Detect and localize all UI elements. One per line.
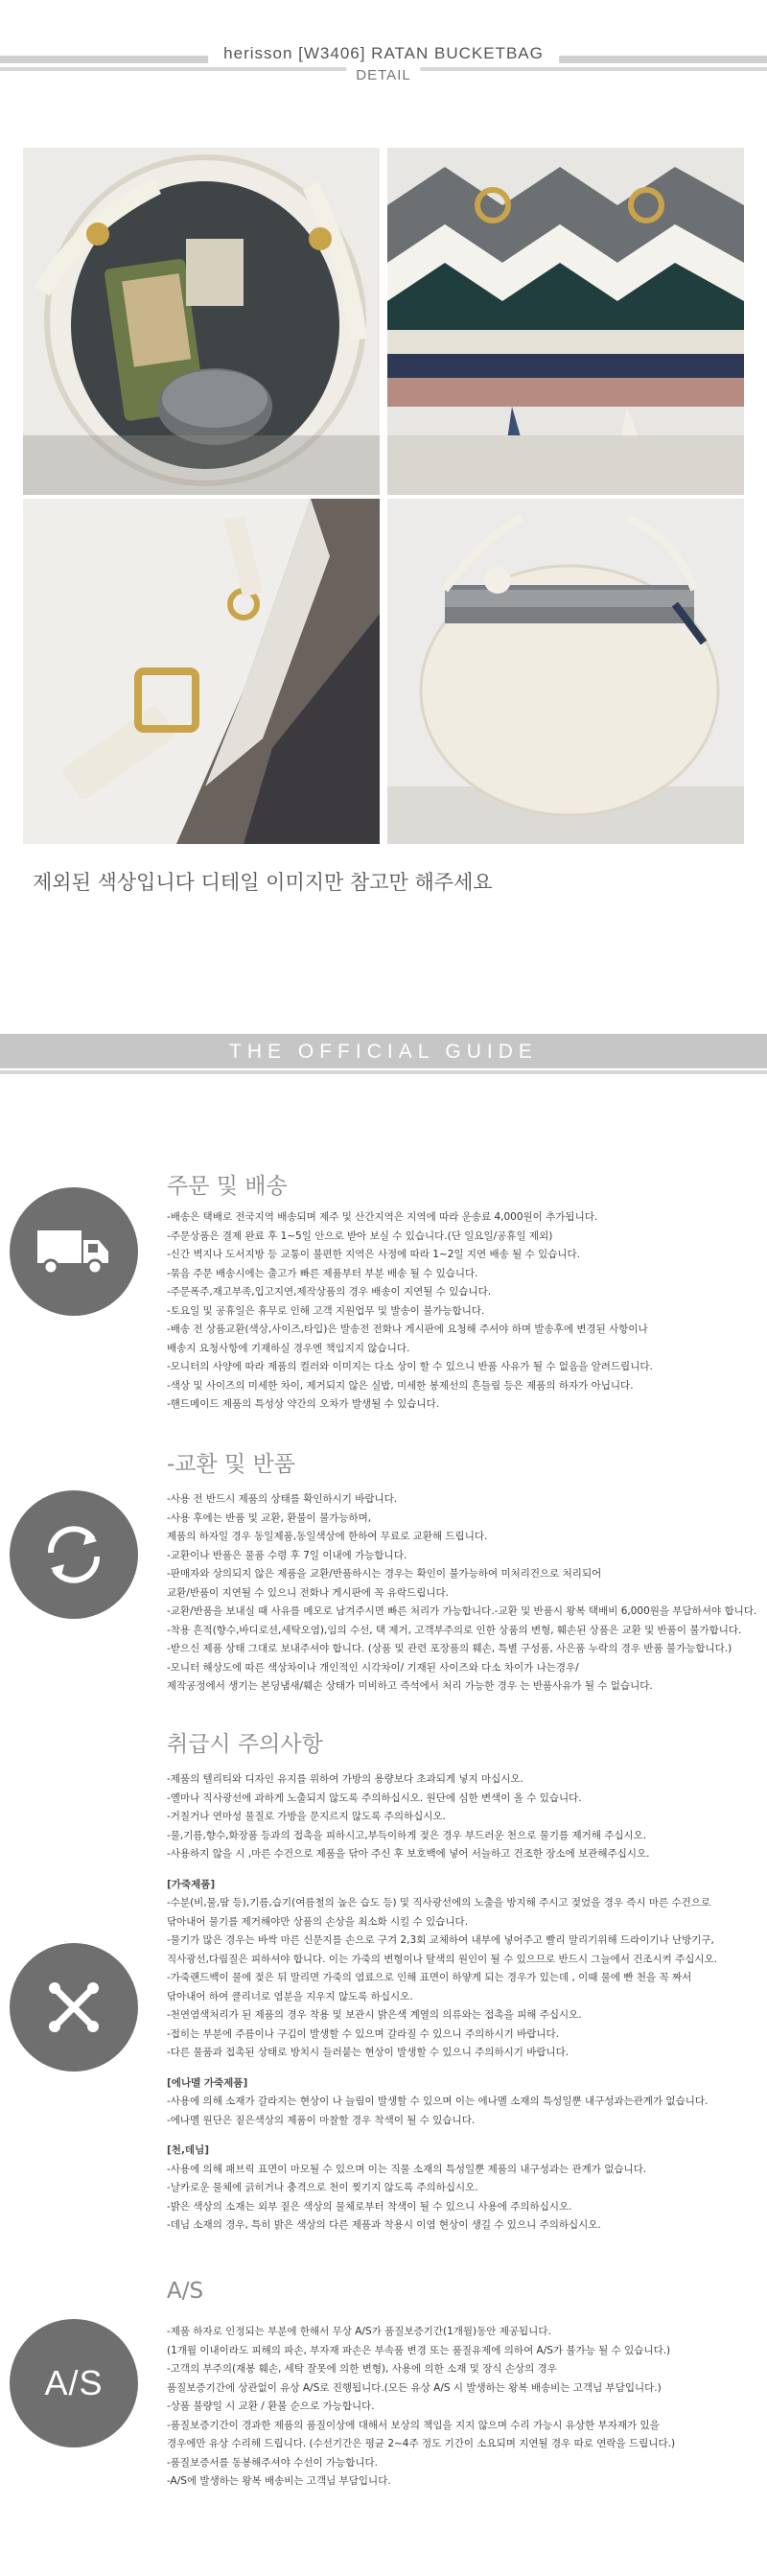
section-shipping [0, 1168, 767, 1408]
exchange-item: -사용 전 반드시 제품의 상태를 확인하시기 바랍니다. [167, 1493, 398, 1505]
as-badge-text: A/S [44, 2363, 104, 2402]
as-item: -제품 하자로 인정되는 부분에 한해서 무상 A/S가 품질보증기간(1개월)동안 제공됩니다. [167, 2326, 551, 2337]
care-item: -사용하지 않을 시 ,마른 수건으로 제품을 닦아 주신 후 보호백에 넣어 서늘하고 건조한 장소에 보관해주십시오. [167, 1848, 650, 1860]
exchange-item: 제품의 하자일 경우 동일제품,동일색상에 한하여 무료로 교환해 드립니다. [167, 1531, 488, 1542]
exchange-item: -모니터 해상도에 따른 색상차이나 개인적인 시각차이/ 기재된 사이즈와 다소 차이가 나는경우/ [167, 1661, 579, 1674]
exchange-item: -교환/반품을 보내실 때 사유를 메모로 남겨주시면 빠른 처리가 가능합니다.-교환 및 반품시 왕복 택배비 6,000원을 부담하셔야 합니다. [167, 1605, 757, 1617]
care-item: 닦아내어 물기를 제거해야만 상품의 손상을 최소화 시킬 수 있습니다. [167, 1915, 469, 1928]
care-gap [167, 2130, 752, 2142]
truck-icon [10, 1187, 138, 1316]
exchange-item: -받으신 제품 상태 그대로 보내주셔야 합니다. (상품 및 관련 포장품의 훼손, 특별 구성품, 사은품 누락의 경우 반품 불가능합니다.) [167, 1643, 732, 1654]
section-as [0, 2279, 767, 2509]
care-gap [167, 1864, 752, 1876]
shipping-item: -묶음 주문 배송시에는 출고가 빠른 제품부터 부분 배송 될 수 있습니다. [167, 1267, 478, 1279]
shipping-item: -주문상품은 결제 완료 후 1~5일 안으로 받아 보실 수 있습니다.(단 일요일/공휴일 제외) [167, 1229, 553, 1242]
caption-note: 제외된 색상입니다 디테일 이미지만 참고만 해주세요 [33, 871, 493, 894]
shipping-item: -배송은 택배로 전국지역 배송되며 제주 및 산간지역은 지역에 따라 운송료 4,000원이 추가됩니다. [167, 1211, 598, 1223]
as-item: -상품 불량일 시 교환 / 환불 순으로 가능합니다. [167, 2400, 375, 2412]
care-item: -사용에 의해 패브릭 표면이 마모될 수 있으며 이는 직물 소재의 특성일뿐 제품의 내구성과는 관계가 없습니다. [167, 2163, 647, 2175]
shipping-item: -모니터의 사양에 따라 제품의 컬러와 이미지는 다소 상이 할 수 있으니 반품 사유가 될 수 없음을 알려드립니다. [167, 1361, 653, 1372]
care-item: -다른 물품과 접촉된 상태로 방치시 들러붙는 현상이 발생할 수 있으니 주의하시기 바랍니다. [167, 2047, 569, 2058]
care-subheading: [천,데님] [167, 2144, 210, 2156]
product-header [0, 38, 767, 88]
guide-title: THE OFFICIAL GUIDE [229, 1041, 538, 1063]
care-item: -밝은 색상의 소재는 외부 짙은 색상의 물체로부터 착색이 될 수 있으니 사용에 주의하십시오. [167, 2200, 572, 2213]
exchange-item: -착용 흔적(향수,바디로션,세탁오염),임의 수선, 택 제거, 고객부주의로 인한 상품의 변형, 훼손된 상품은 교환 및 반품이 불가합니다. [167, 1624, 742, 1636]
as-item: (1개월 이내이라도 피해의 파손, 부자재 파손은 부속품 변경 또는 품질유제에 의하여 A/S가 불가능 될 수 있습니다.) [167, 2344, 671, 2356]
photo-bag-bottom-leather [387, 499, 744, 844]
exchange-title: -교환 및 반품 [167, 1452, 296, 1477]
shipping-item: -배송 전 상품교환(색상,사이즈,타입)은 발송전 전화나 게시판에 요청해 주셔야 하며 발송후에 변경된 사항이나 [167, 1323, 648, 1335]
no-wash-icon [10, 1943, 138, 2072]
exchange-item: -사용 후에는 반품 및 교환, 환불이 불가능하며, [167, 1511, 372, 1524]
exchange-item: -교환이나 반품은 물품 수령 후 7일 이내에 가능합니다. [167, 1549, 407, 1561]
care-item: -수분(비,물,땀 등),기름,습기(여름철의 높은 습도 등) 및 직사광선에의 노출을 방지해 주시고 젖었을 경우 즉시 마른 수건으로 [167, 1897, 711, 1909]
care-item: -물기가 많은 경우는 바싹 마른 신문지를 손으로 구겨 2,3회 교체하여 내부에 넣어주고 빨리 말리기위해 드라이기나 난방기구, [167, 1934, 714, 1946]
exchange-arrows-icon [10, 1490, 138, 1619]
guide-bar-underline [0, 1070, 767, 1074]
shipping-item: -주문폭주,재고부족,입고지연,제작상품의 경우 배송이 지연될 수 있습니다. [167, 1286, 492, 1298]
exchange-item: 제작공정에서 생기는 본딩냄새/훼손 상태가 미비하고 즉석에서 처리 가능한 경우 는 반품사유가 될 수 없습니다. [167, 1680, 653, 1692]
as-item: -품질보증기간이 경과한 제품의 품질이상에 대해서 보상의 책임을 지지 않으며 수리 가능시 유상한 부자재가 있을 [167, 2419, 660, 2431]
photo-bag-strap-buckle [23, 499, 380, 844]
as-item: 경우에만 유상 수리해 드립니다. (수선기간은 평균 2~4주 정도 기간이 소요되며 지연될 경우 따로 연락을 드립니다.) [167, 2438, 676, 2449]
care-item: 닦아내어 하여 클리너로 염분을 지우지 않도록 하십시오. [167, 1990, 413, 2002]
as-title: A/S [167, 2279, 204, 2304]
as-badge [10, 2319, 138, 2447]
care-item: -거칠거나 연마성 물질로 가방을 문지르지 않도록 주의하십시오. [167, 1811, 446, 1822]
shipping-title: 주문 및 배송 [167, 1174, 288, 1199]
care-subheading: [에나멜 가죽제품] [167, 2076, 248, 2089]
care-list [167, 1770, 752, 2236]
shipping-list [167, 1208, 752, 1415]
care-item: -사용에 의해 소재가 갈라지는 현상이 나 늘림이 발생할 수 있으며 이는 에나멜 소재의 특성일뿐 내구성과는관계가 없습니다. [167, 2096, 709, 2107]
as-item: -고객의 부주의(재봉 훼손, 세탁 잘못에 의한 변형), 사용에 의한 소재 및 장식 손상의 경우 [167, 2363, 557, 2375]
care-item: -제품의 텔리티와 디자인 유지를 위하여 가방의 용량보다 초과되게 넣지 마십시오. [167, 1773, 523, 1785]
care-item: -데님 소재의 경우, 특히 밝은 색상의 다른 제품과 착용시 이염 현상이 생길 수 있으니 주의하십시오. [167, 2219, 601, 2231]
as-item: 품질보증기간에 상관없이 유상 A/S로 진행됩니다.(모든 유상 A/S 시 발생하는 왕복 배송비는 고객님 부담입니다.) [167, 2381, 662, 2394]
exchange-list [167, 1490, 757, 1697]
care-title: 취급시 주의사항 [167, 1732, 323, 1757]
shipping-item: -신간 벽지나 도서지방 등 교통이 불편한 지역은 사정에 따라 1~2일 지연 배송 될 수 있습니다. [167, 1249, 581, 1260]
product-title: herisson [W3406] RATAN BUCKETBAG [208, 44, 559, 63]
photo-bag-open-inside [23, 148, 380, 495]
care-item: -천연염색처리가 된 제품의 경우 착용 및 보관시 밝은색 계열의 의류와는 접촉을 피해 주십시오. [167, 2009, 582, 2021]
care-item: -옐마나 직사광선에 과하게 노출되지 않도록 주의하십시오. 원단에 심한 변색이 올 수 있습니다. [167, 1791, 582, 1804]
shipping-item: -색상 및 사이즈의 미세한 차이, 제거되지 않은 실밥, 미세한 봉제선의 흔들림 등은 제품의 하자가 아닙니다. [167, 1379, 634, 1392]
shipping-item: -핸드메이드 제품의 특성상 약간의 오차가 발생될 수 있습니다. [167, 1398, 440, 1410]
as-list [167, 2323, 752, 2492]
care-item: -날카로운 물체에 긁히거나 충격으로 천이 찢기지 않도록 주의하십시오. [167, 2182, 478, 2193]
exchange-item: 교환/반품이 지연될 수 있으니 전화나 게시판에 꼭 유락드립니다. [167, 1586, 449, 1599]
as-item: -품질보증서를 동봉해주셔야 수선이 가능합니다. [167, 2456, 378, 2469]
detail-label: DETAIL [346, 67, 420, 83]
exchange-item: -판매자와 상의되지 않은 제품을 교환/반품하시는 경우는 확인이 불가능하여 미처리건으로 처리되어 [167, 1568, 602, 1580]
detail-photo-grid [23, 148, 744, 844]
section-exchange [0, 1446, 767, 1705]
care-subheading: [가죽제품] [167, 1878, 216, 1890]
care-item: -물,기름,향수,화장품 등과의 접촉을 피하시고,부득이하게 젖은 경우 부드러운 천으로 물기를 제거해 주십시오. [167, 1829, 647, 1841]
photo-bag-pattern-tassel [387, 148, 744, 495]
care-item: -가죽랜드백이 물에 젖은 뒤 말리면 가죽의 염료으로 인해 표면이 하얗게 되는 경우가 있는데 , 이때 물에 빤 천을 꼭 짜서 [167, 1972, 692, 1983]
shipping-item: -토요일 및 공휴일은 휴무로 인해 고객 지원업무 및 발송이 불가능합니다. [167, 1304, 485, 1317]
as-item: -A/S에 발생하는 왕복 배송비는 고객님 부담입니다. [167, 2475, 391, 2487]
section-care [0, 1726, 767, 2263]
shipping-item: 배송지 요청사항에 기재하실 경우엔 책임지지 않습니다. [167, 1342, 410, 1354]
official-guide-header [0, 1034, 767, 1086]
care-gap [167, 2063, 752, 2074]
care-item: -에나멜 원단은 짙은색상의 제품이 마찰할 경우 착색이 될 수 있습니다. [167, 2114, 476, 2126]
care-item: 직사광선,다림질은 피하셔야 합니다. 이는 가죽의 변형이나 탈색의 원인이 될 수 있으므로 반드시 그늘에서 건조시켜 주십시오. [167, 1953, 718, 1965]
care-item: -접히는 부분에 주름이나 구김이 발생할 수 있으며 갈라질 수 있으니 주의하시기 바랍니다. [167, 2027, 559, 2040]
